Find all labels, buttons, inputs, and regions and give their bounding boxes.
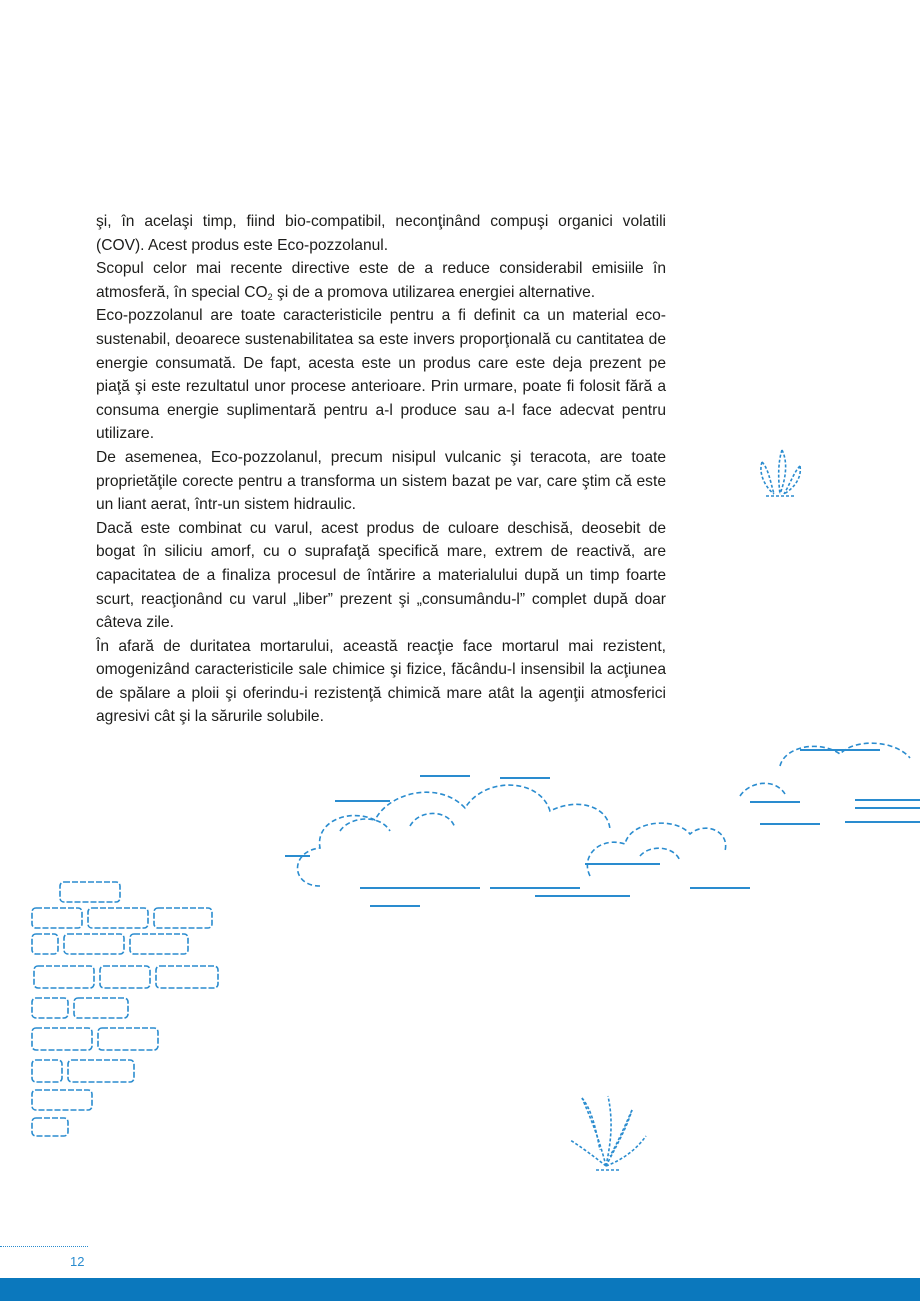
footer-bar xyxy=(0,1278,920,1301)
paragraph-5: Dacă este combinat cu varul, acest produs de culoare deschisă, deosebit de bogat în siliciu amorf, cu o suprafaţă specifică mare, extrem de reactivă, are capacitatea de a finaliza procesul de întărire a materialului după un timp foarte scurt, reacţionând cu varul „liber” prezent şi „consumându-l” complet după doar câteva zile. xyxy=(96,519,666,632)
paragraph-2-text: Scopul celor mai recente directive este de a reduce considerabil emisiile în atmosferă, în special CO xyxy=(96,260,666,301)
subscript-2: 2 xyxy=(267,291,273,302)
page-number: 12 xyxy=(70,1254,85,1269)
clouds-illustration xyxy=(280,736,920,916)
paragraph-2 xyxy=(96,257,666,304)
paragraph-6: În afară de duritatea mortarului, această reacţie face mortarul mai rezistent, omogenizând caracteristicile sale chimice şi fizice, făcându-l insensibil la acţiunea de spălare a ploii şi oferindu-i rezistenţă chimică mare atât la agenţii atmosferici agresivi cât şi la sărurile solubile. xyxy=(96,637,666,726)
paragraph-1: şi, în acelaşi timp, fiind bio-compatibil, neconţinând compuşi organici volatili (COV). Acest produs este Eco-pozzolanul. xyxy=(96,213,666,254)
paragraph-3: Eco-pozzolanul are toate caracteristicile pentru a fi definit ca un material eco-sustenabil, deoarece sustenabilitatea sa este invers proporţională cu cantitatea de energie consumată. De fapt, acesta este un produs care este deja prezent pe piaţă şi este rezultatul unor procese anterioare. Prin urmare, poate fi folosit fără a consuma energie suplimentară pentru a-l produce sau a-l face adecvat pentru utilizare. xyxy=(96,307,666,443)
plant-icon xyxy=(566,1090,652,1172)
sprout-icon xyxy=(752,444,808,504)
footer-dotted-line xyxy=(0,1246,88,1247)
body-text xyxy=(96,210,666,729)
brick-wall-illustration xyxy=(28,878,228,1140)
paragraph-2-end: şi de a promova utilizarea energiei alternative. xyxy=(272,283,596,301)
paragraph-4: De asemenea, Eco-pozzolanul, precum nisipul vulcanic şi teracota, are toate proprietăţile corecte pentru a transforma un sistem bazat pe var, care ştim că este un liant aerat, într-un sistem hidraulic. xyxy=(96,448,666,514)
